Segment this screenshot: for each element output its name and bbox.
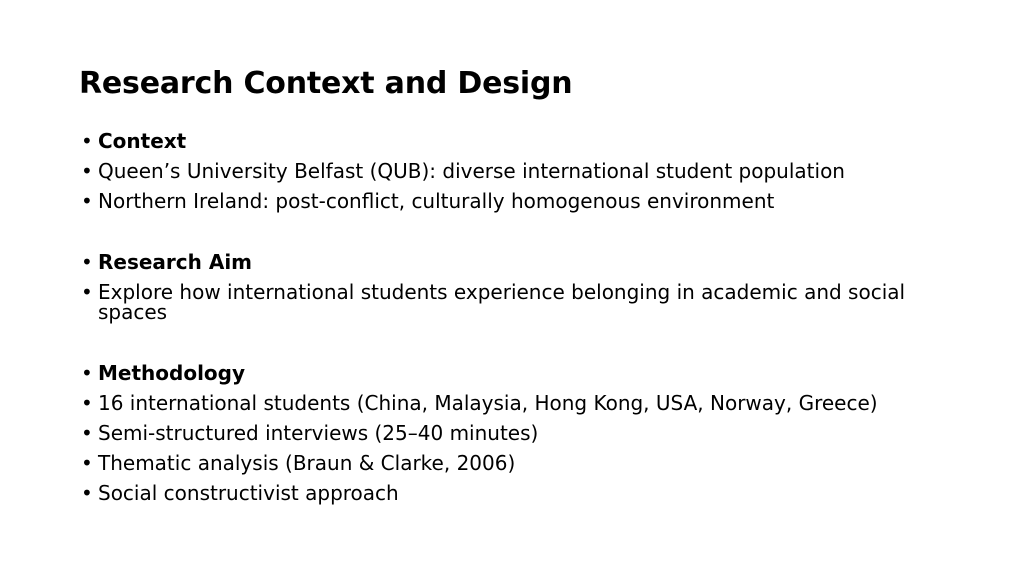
section-spacer: [79, 327, 949, 358]
list-item: [79, 388, 949, 418]
list-item: [79, 448, 949, 478]
bullet-icon: •: [81, 481, 93, 505]
section-heading-label: Research Aim: [98, 250, 253, 274]
bullet-icon: •: [81, 421, 93, 445]
bullet-icon: •: [81, 361, 93, 385]
list-item-text: Northern Ireland: post-conflict, culturally homogenous environment: [98, 189, 775, 213]
section-heading-label: Methodology: [98, 361, 246, 385]
bullet-icon: •: [81, 280, 93, 304]
list-item-text: Queen’s University Belfast (QUB): diverse international student population: [98, 159, 845, 183]
slide-title: Research Context and Design: [79, 66, 573, 101]
list-item-text: Explore how international students experience belonging in academic and social spaces: [98, 280, 906, 324]
list-item-text: 16 international students (China, Malaysia, Hong Kong, USA, Norway, Greece): [98, 391, 878, 415]
list-item-text: Social constructivist approach: [98, 481, 399, 505]
section-heading-research-aim: [79, 247, 949, 277]
list-item: [79, 418, 949, 448]
section-heading-context: [79, 126, 949, 156]
section-heading-methodology: [79, 358, 949, 388]
list-item-text: Thematic analysis (Braun & Clarke, 2006): [98, 451, 516, 475]
list-item-text: Semi-structured interviews (25–40 minutes): [98, 421, 539, 445]
bullet-icon: •: [81, 189, 93, 213]
bullet-icon: •: [81, 129, 93, 153]
section-heading-label: Context: [98, 129, 187, 153]
bullet-list: [79, 126, 949, 508]
bullet-icon: •: [81, 391, 93, 415]
list-item: [79, 277, 949, 327]
list-item: [79, 478, 949, 508]
list-item: [79, 156, 949, 186]
bullet-icon: •: [81, 250, 93, 274]
section-spacer: [79, 216, 949, 247]
list-item: [79, 186, 949, 216]
bullet-icon: •: [81, 451, 93, 475]
bullet-icon: •: [81, 159, 93, 183]
